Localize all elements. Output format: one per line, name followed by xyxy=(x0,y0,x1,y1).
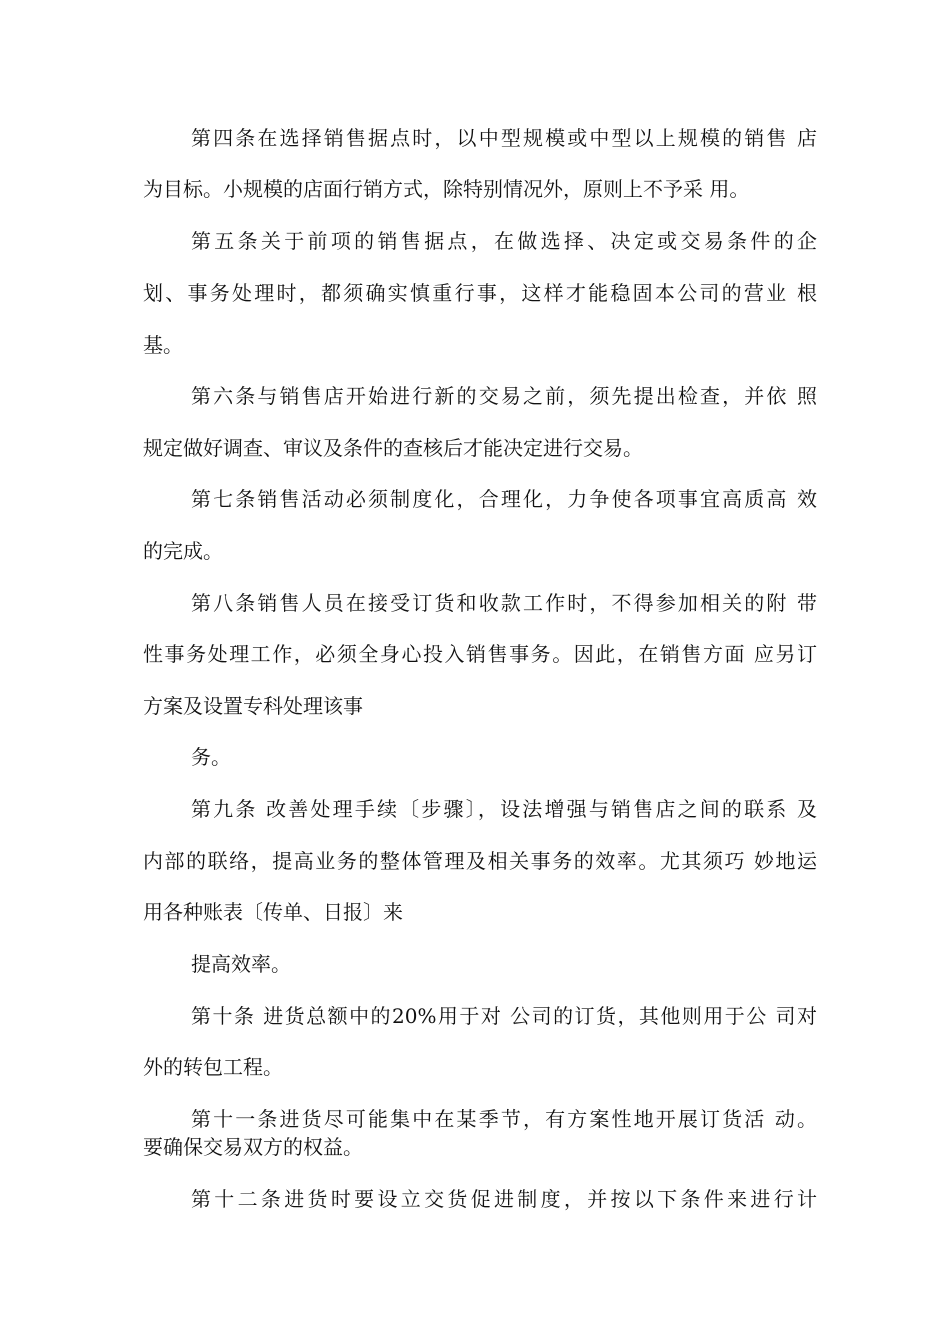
article-5-line-2: 划、事务处理时，都须确实慎重行事，这样才能稳固本公司的营业 根 xyxy=(143,281,817,305)
article-6-line-1: 第六条与销售店开始进行新的交易之前，须先提出检查，并依 照 xyxy=(191,384,817,408)
article-7-line-1: 第七条销售活动必须制度化，合理化，力争使各项事宜高质高 效 xyxy=(191,487,817,511)
article-9-line-1: 第九条 改善处理手续〔步骤〕，设法增强与销售店之间的联系 及 xyxy=(191,797,817,821)
article-8-line-1: 第八条销售人员在接受订货和收款工作时，不得参加相关的附 带 xyxy=(191,591,817,615)
article-6-line-2: 规定做好调查、审议及条件的查核后才能决定进行交易。 xyxy=(143,436,643,460)
article-10-line-1: 第十条 进货总额中的20%用于对 公司的订货，其他则用于公 司对 xyxy=(191,1004,817,1028)
article-10-line-2: 外的转包工程。 xyxy=(143,1055,283,1079)
article-8-line-2: 性事务处理工作，必须全身心投入销售事务。因此，在销售方面 应另订 xyxy=(143,642,817,666)
article-9-line-2: 内部的联络，提高业务的整体管理及相关事务的效率。尤其须巧 妙地运 xyxy=(143,849,817,873)
article-4-line-1: 第四条在选择销售据点时，以中型规模或中型以上规模的销售 店 xyxy=(191,126,817,150)
article-8-line-3: 方案及设置专科处理该事 xyxy=(143,694,363,718)
article-8-line-4: 务。 xyxy=(191,745,231,769)
article-11-line-1: 第十一条进货尽可能集中在某季节，有方案性地开展订货活 动。 xyxy=(191,1107,817,1131)
article-9-line-4: 提高效率。 xyxy=(191,952,291,976)
article-12-line-1: 第十二条进货时要设立交货促进制度，并按以下条件来进行计 xyxy=(191,1187,817,1211)
article-7-line-2: 的完成。 xyxy=(143,539,223,563)
article-5-line-1: 第五条关于前项的销售据点，在做选择、决定或交易条件的企 xyxy=(191,229,817,253)
article-5-line-3: 基。 xyxy=(143,333,183,357)
article-9-line-3: 用各种账表〔传单、日报〕来 xyxy=(143,900,403,924)
article-11-line-2: 要确保交易双方的权益。 xyxy=(143,1135,363,1159)
article-4-line-2: 为目标。小规模的店面行销方式，除特别情况外，原则上不予采 用。 xyxy=(143,177,750,201)
